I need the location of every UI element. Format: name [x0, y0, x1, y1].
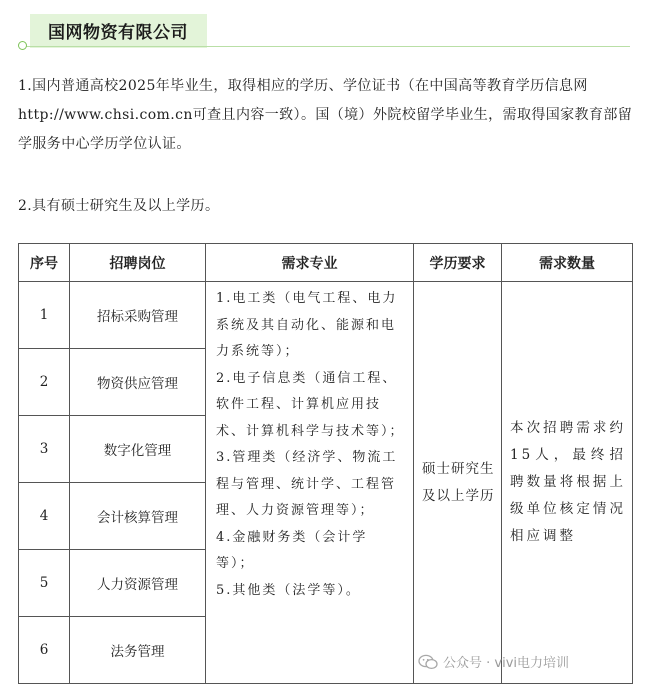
table-row: [19, 282, 633, 349]
position-name: 物资供应管理: [70, 349, 206, 416]
major-item: 5.其他类（法学等）。: [216, 582, 361, 598]
col-header-position: 招聘岗位: [70, 244, 206, 282]
header-divider: [24, 46, 630, 47]
col-header-quantity: 需求数量: [502, 244, 633, 282]
col-header-education: 学历要求: [414, 244, 502, 282]
requirement-line-1: 1.国内普通高校2025年毕业生，取得相应的学历、学位证书（在中国高等教育学历信息网http://www.chsi.com.cn可查且内容一致）。国（境）外院校留学毕业生，需取得国家教育部留学服务中心学历学位认证。: [18, 78, 633, 152]
col-header-major: 需求专业: [206, 244, 414, 282]
position-name: 人力资源管理: [70, 550, 206, 617]
education-requirement: 硕士研究生及以上学历: [414, 282, 502, 684]
major-item: 2.电子信息类（通信工程、软件工程、计算机应用技术、计算机科学与技术等）；: [216, 370, 405, 439]
major-item: 4.金融财务类（会计学等）；: [216, 529, 368, 571]
position-name: 会计核算管理: [70, 483, 206, 550]
required-majors: [206, 282, 414, 684]
col-header-no: 序号: [19, 244, 70, 282]
position-name: 法务管理: [70, 617, 206, 684]
row-number: 2: [19, 349, 70, 416]
row-number: 4: [19, 483, 70, 550]
bullet-circle-icon: [18, 41, 27, 50]
requirement-line-2: 2.具有硕士研究生及以上学历。: [18, 198, 220, 214]
table-header-row: [19, 244, 633, 282]
row-number: 3: [19, 416, 70, 483]
recruitment-table: [18, 243, 633, 684]
company-title: 国网物资有限公司: [48, 23, 188, 43]
major-item: 3.管理类（经济学、物流工程与管理、统计学、工程管理、人力资源管理等）；: [216, 450, 398, 518]
position-name: 招标采购管理: [70, 282, 206, 349]
position-name: 数字化管理: [70, 416, 206, 483]
wechat-icon: [418, 654, 438, 670]
row-number: 1: [19, 282, 70, 349]
required-quantity: 本次招聘需求约15人，最终招聘数量将根据上级单位核定情况相应调整: [502, 282, 633, 684]
major-item: 1.电工类（电气工程、电力系统及其自动化、能源和电力系统等）；: [216, 291, 398, 359]
row-number: 6: [19, 617, 70, 684]
watermark-text: 公众号 · vivi电力培训: [443, 656, 570, 671]
row-number: 5: [19, 550, 70, 617]
watermark: [418, 652, 569, 671]
